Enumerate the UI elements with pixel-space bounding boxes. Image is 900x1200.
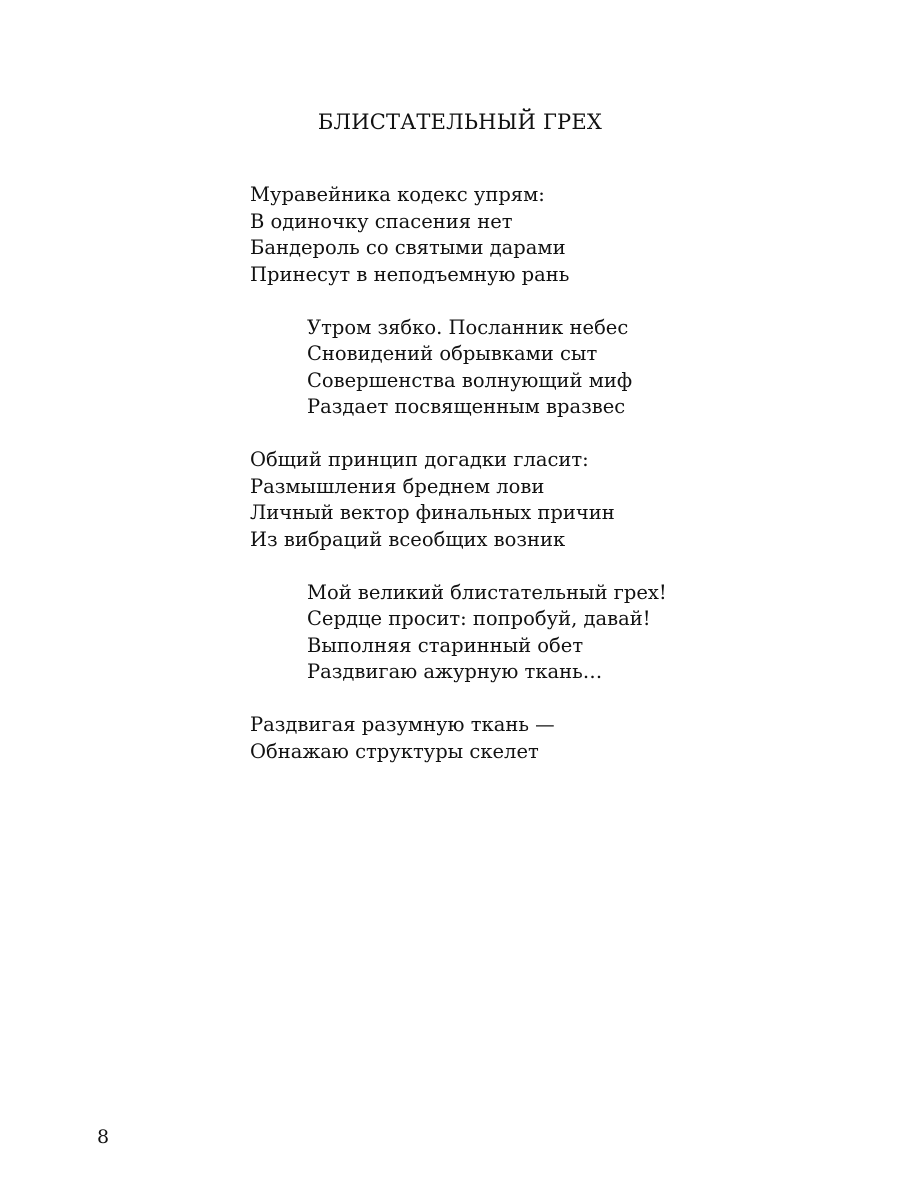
poem-line: Обнажаю структуры скелет <box>250 739 539 763</box>
poem-line: Раздает посвященным вразвес <box>307 395 626 418</box>
poem-line: Совершенства волнующий миф <box>307 368 633 392</box>
stanza-5 <box>250 712 810 765</box>
stanza-4 <box>250 580 810 686</box>
poem-line: Бандероль со святыми дарами <box>250 236 566 259</box>
poem-line: Принесут в неподъемную рань <box>250 262 570 286</box>
stanza-2 <box>250 315 810 421</box>
poem-line: Раздвигаю ажурную ткань… <box>307 660 603 683</box>
poem-line: Личный вектор финальных причин <box>250 501 615 524</box>
poem-line: Муравейника кодекс упрям: <box>250 183 545 206</box>
poem-line: Из вибраций всеобщих возник <box>250 527 566 551</box>
poem-line: Сердце просит: попробуй, давай! <box>307 607 651 630</box>
poem-line: Выполняя старинный обет <box>307 633 584 657</box>
stanza-3 <box>250 447 810 553</box>
poem-line: Утром зябко. Посланник небес <box>307 315 629 339</box>
poem-line: Общий принцип догадки гласит: <box>250 448 589 471</box>
page-number: 8 <box>97 1126 110 1148</box>
poem-title: БЛИСТАТЕЛЬНЫЙ ГРЕХ <box>317 110 603 134</box>
poem-line: В одиночку спасения нет <box>250 209 513 233</box>
poem-line: Размышления бреднем лови <box>250 474 545 498</box>
stanza-1 <box>250 182 810 288</box>
poem-line: Сновидений обрывками сыт <box>307 342 598 365</box>
poem-line: Мой великий блистательный грех! <box>307 580 667 604</box>
poem-body <box>250 182 810 792</box>
poem-line: Раздвигая разумную ткань — <box>250 713 555 736</box>
